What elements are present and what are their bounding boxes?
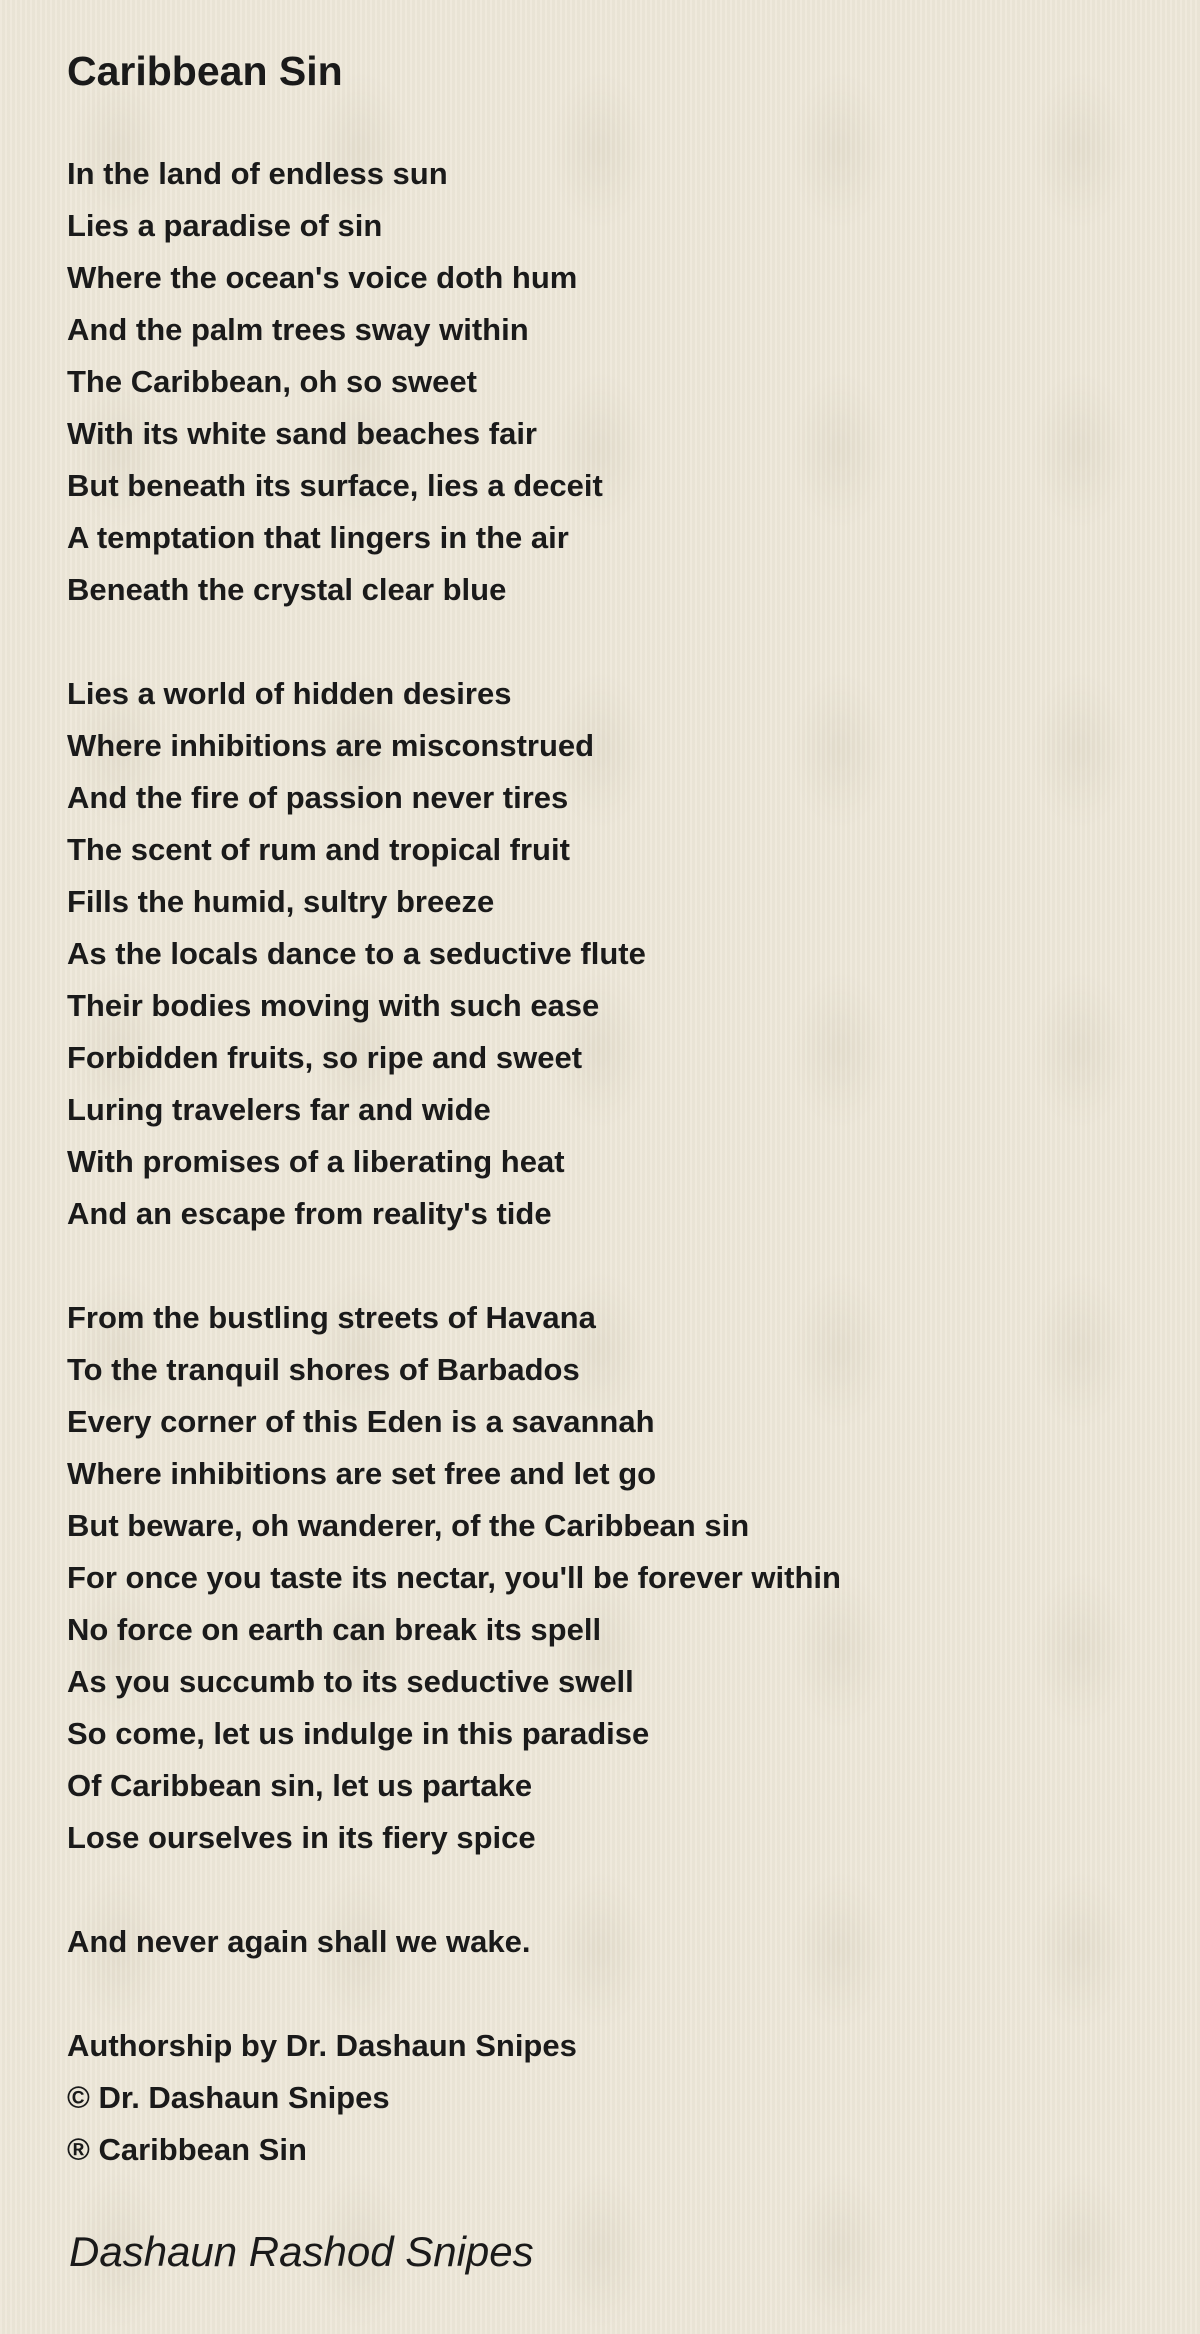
poem-line: And never again shall we wake. <box>67 1924 531 1959</box>
poem-line: From the bustling streets of Havana <box>67 1300 596 1335</box>
poem-line: Lies a paradise of sin <box>67 208 383 243</box>
poem-line: But beware, oh wanderer, of the Caribbean sin <box>67 1508 750 1543</box>
poem-line: Forbidden fruits, so ripe and sweet <box>67 1040 583 1075</box>
poem-line: Lose ourselves in its fiery spice <box>67 1820 536 1855</box>
poem-line: No force on earth can break its spell <box>67 1612 602 1647</box>
poem-line: Fills the humid, sultry breeze <box>67 884 495 919</box>
poem-line: To the tranquil shores of Barbados <box>67 1352 580 1387</box>
poem-line: And the palm trees sway within <box>67 312 529 347</box>
poem-line: For once you taste its nectar, you'll be forever within <box>67 1560 841 1595</box>
poem-line: Where the ocean's voice doth hum <box>67 260 578 295</box>
poem-line: The Caribbean, oh so sweet <box>67 364 477 399</box>
poem-line: With promises of a liberating heat <box>67 1144 565 1179</box>
poem-line: Beneath the crystal clear blue <box>67 572 507 607</box>
author-signature: Dashaun Rashod Snipes <box>69 2228 534 2275</box>
poem-line: Their bodies moving with such ease <box>67 988 600 1023</box>
poem-line: With its white sand beaches fair <box>67 416 537 451</box>
poem-line: But beneath its surface, lies a deceit <box>67 468 603 503</box>
authorship-block <box>67 2020 1167 2176</box>
stanza-1 <box>67 148 1167 616</box>
poem-line: Where inhibitions are set free and let go <box>67 1456 657 1491</box>
stanza-3 <box>67 1292 1167 1864</box>
poem-line: So come, let us indulge in this paradise <box>67 1716 650 1751</box>
poem-line: As the locals dance to a seductive flute <box>67 936 646 971</box>
poem-line: Every corner of this Eden is a savannah <box>67 1404 655 1439</box>
page-title: Caribbean Sin <box>67 48 343 94</box>
copyright-line: © Dr. Dashaun Snipes <box>67 2080 390 2115</box>
poem-line: In the land of endless sun <box>67 156 448 191</box>
stanza-4 <box>67 1916 1167 1968</box>
authorship-line: Authorship by Dr. Dashaun Snipes <box>67 2028 577 2063</box>
poem-line: As you succumb to its seductive swell <box>67 1664 634 1699</box>
stanza-2 <box>67 668 1167 1240</box>
poem-line: Of Caribbean sin, let us partake <box>67 1768 533 1803</box>
registered-line: ® Caribbean Sin <box>67 2132 307 2167</box>
poem-line: The scent of rum and tropical fruit <box>67 832 570 867</box>
poem-line: Lies a world of hidden desires <box>67 676 512 711</box>
poem-line: And an escape from reality's tide <box>67 1196 552 1231</box>
poem-line: Luring travelers far and wide <box>67 1092 491 1127</box>
poem-line: And the fire of passion never tires <box>67 780 569 815</box>
poem-line: Where inhibitions are misconstrued <box>67 728 595 763</box>
poem-line: A temptation that lingers in the air <box>67 520 569 555</box>
poem-body <box>67 148 1167 2228</box>
